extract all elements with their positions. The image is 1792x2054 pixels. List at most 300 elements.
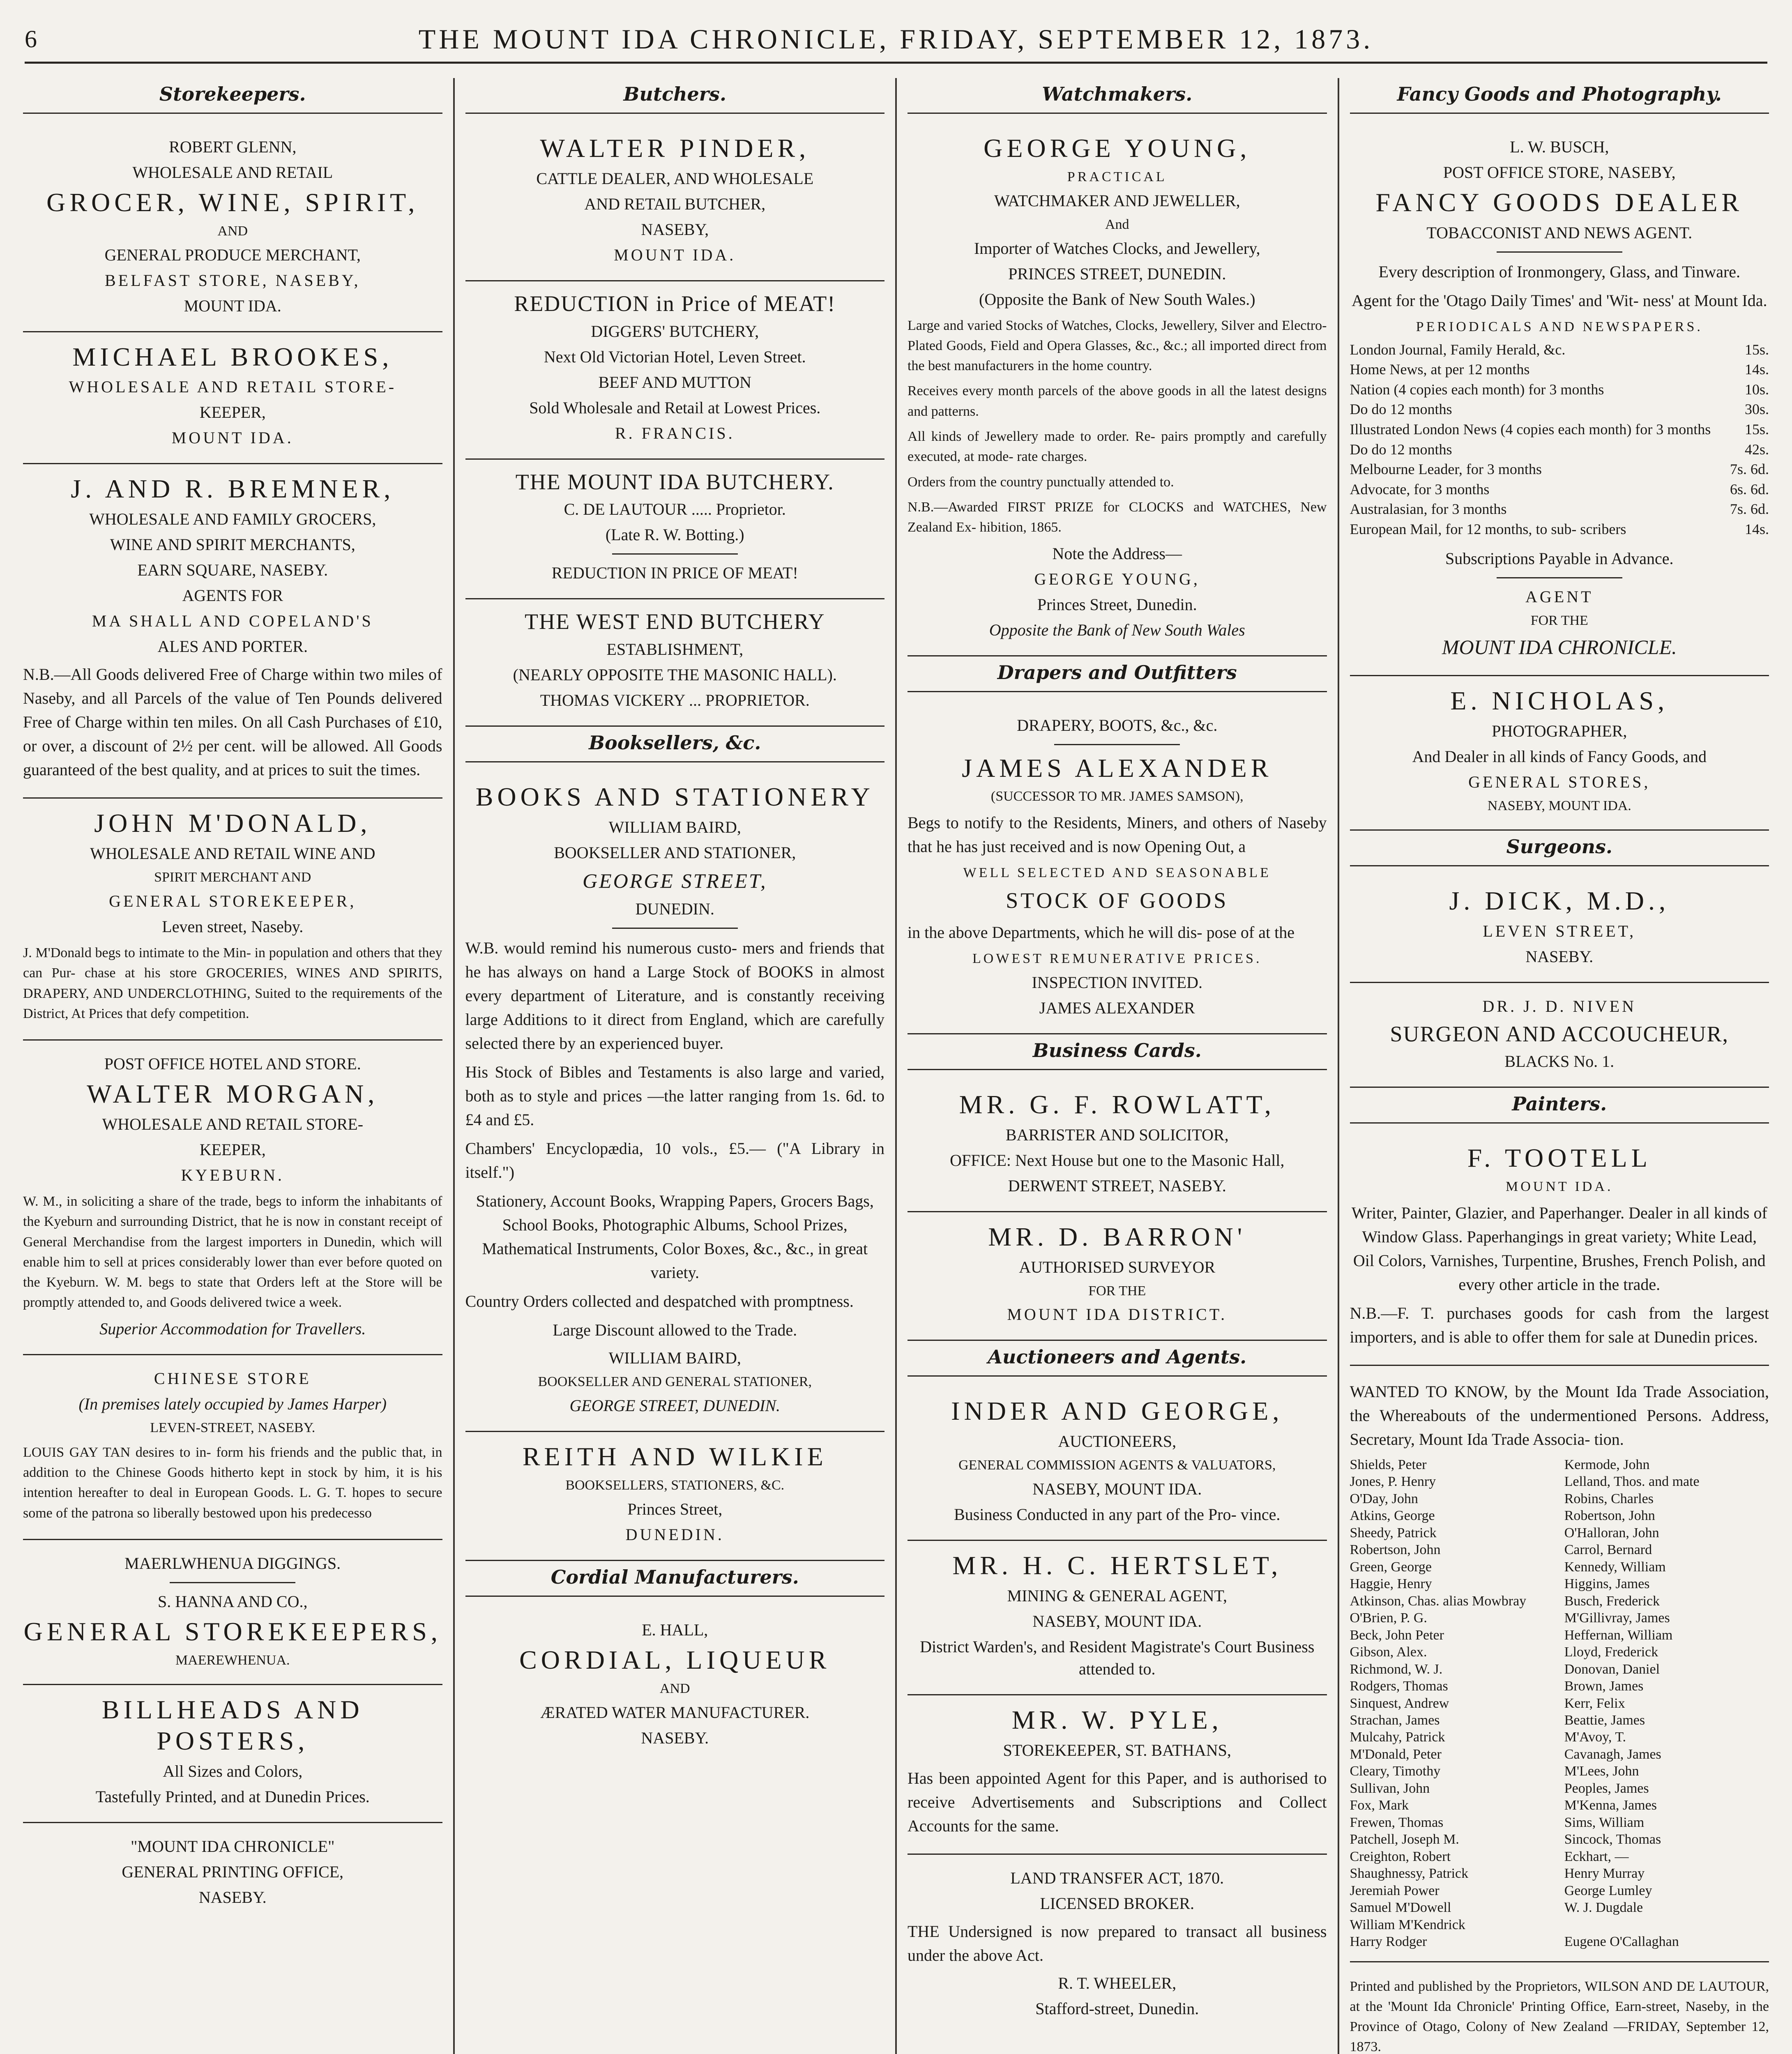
ad-body: Every description of Ironmongery, Glass, and Tinware. <box>1378 262 1741 281</box>
ad-pyle <box>908 1695 1327 1855</box>
price-item: Do do 12 months <box>1350 441 1452 458</box>
wanted-name: Patchell, Joseph M. <box>1350 1832 1459 1847</box>
ad-niven <box>1350 983 1769 1088</box>
ad-line: Business Conducted in any part of the Pro- vince. <box>954 1505 1281 1524</box>
wanted-name: Henry Murray <box>1564 1866 1645 1881</box>
ad-line: INSPECTION INVITED. <box>1032 973 1202 992</box>
wanted-name: Haggie, Henry <box>1350 1576 1432 1592</box>
ad-line: E. HALL, <box>642 1621 708 1640</box>
ad-headline: JAMES ALEXANDER <box>962 753 1273 783</box>
ad-line: ROBERT GLENN, <box>169 138 297 156</box>
wanted-name: Fox, Mark <box>1350 1798 1409 1813</box>
ad-line: MOUNT IDA. <box>184 296 281 315</box>
ad-line: Note the Address— <box>1052 544 1182 563</box>
ad-line: WHOLESALE AND RETAIL <box>132 163 333 182</box>
ad-line: MA SHALL AND COPELAND'S <box>92 612 373 631</box>
price-row <box>1350 380 1769 400</box>
ad-mount-ida-butchery <box>465 460 885 600</box>
wanted-name: Green, George <box>1350 1559 1432 1575</box>
ad-line: GEORGE YOUNG, <box>1034 569 1200 588</box>
ad-headline: CORDIAL, LIQUEUR <box>519 1645 831 1675</box>
page-number: 6 <box>25 25 37 53</box>
ad-line: WHOLESALE AND FAMILY GROCERS, <box>89 510 376 529</box>
price-list <box>1350 340 1769 539</box>
wanted-name: Robertson, John <box>1564 1508 1655 1524</box>
ad-body: LOUIS GAY TAN desires to in- form his friends and the public that, in addition to the Chinese Goods hitherto kept in stock by him, it is his intention hereafter to deal in European Goods. L. G. T. hopes to secure some of the patrona so liberally bestowed upon his predecesso <box>23 1444 442 1521</box>
divider <box>1054 744 1180 745</box>
price-value: 6s. 6d. <box>1730 481 1769 497</box>
section-heading: Watchmakers. <box>908 78 1327 114</box>
price-row <box>1350 479 1769 500</box>
ad-wheeler <box>908 1855 1327 2034</box>
ad-body: W.B. would remind his numerous custo- mers and friends that he has always on hand a Large Stock of BOOKS in almost every department of Literature, and is constantly receiving large Additions to it direct from England, which are carefully selected there by an experienced buyer. <box>465 939 884 1053</box>
ad-body: Large and varied Stocks of Watches, Clocks, Jewellery, Silver and Electro-Plated Goods, Field and Opera Glasses, &c., &c.; all imported direct from the best manufacturers in the home country. <box>908 318 1327 374</box>
ad-headline: J. AND R. BREMNER, <box>71 474 395 504</box>
ad-body: W. M., in soliciting a share of the trade, begs to inform the inhabitants of the Kyeburn and surrounding District, that he is now in constant receipt of General Merchandise from the largest importers in Dunedin, which will enable him to sell at prices considerably lower than ever before quoted on the Kyeburn. W. M. begs to state that Orders left at the Store will be promptly attended to, and Goods delivered twice a week. <box>23 1193 442 1310</box>
wanted-name: Peoples, James <box>1564 1780 1649 1796</box>
ad-line: R. FRANCIS. <box>615 424 735 442</box>
ad-line: BOOKSELLER AND STATIONER, <box>554 843 796 862</box>
ad-line: All Sizes and Colors, <box>163 1762 303 1781</box>
ad-body: Country Orders collected and despatched with promptness. <box>465 1292 854 1311</box>
wanted-name: Sinquest, Andrew <box>1350 1695 1449 1711</box>
wanted-name: Cavanagh, James <box>1564 1746 1661 1762</box>
ad-bremner <box>23 464 442 799</box>
section-heading: Butchers. <box>465 78 885 114</box>
ad-line: MAERLWHENUA DIGGINGS. <box>124 1554 341 1573</box>
ad-headline: GENERAL STOREKEEPERS, <box>23 1616 442 1646</box>
ad-line: ÆRATED WATER MANUFACTURER. <box>540 1703 810 1722</box>
ad-line: PERIODICALS AND NEWSPAPERS. <box>1416 319 1703 334</box>
ad-headline: WALTER PINDER, <box>540 134 810 163</box>
ad-line: GENERAL PRINTING OFFICE, <box>122 1863 344 1881</box>
price-row <box>1350 340 1769 360</box>
ad-line: BLACKS No. 1. <box>1504 1052 1615 1071</box>
price-item: Australasian, for 3 months <box>1350 501 1507 518</box>
wanted-name: O'Brien, P. G. <box>1350 1610 1427 1626</box>
ad-line: OFFICE: Next House but one to the Masonic Hall, <box>950 1151 1285 1170</box>
ad-glenn <box>23 124 442 332</box>
wanted-name: M'Avoy, T. <box>1564 1729 1626 1745</box>
wanted-name: William M'Kendrick <box>1350 1917 1465 1932</box>
wanted-name: Sims, William <box>1564 1815 1645 1830</box>
ad-line: Leven street, Naseby. <box>162 917 304 936</box>
column-1 <box>12 78 453 2054</box>
price-value: 15s. <box>1744 421 1769 438</box>
wanted-name <box>1564 1916 1769 1933</box>
ad-line: GENERAL STOREKEEPER, <box>109 891 357 910</box>
ad-body: Large Discount allowed to the Trade. <box>553 1321 797 1340</box>
ad-body: Orders from the country punctually attended to. <box>908 474 1174 490</box>
ad-billheads <box>23 1685 442 1824</box>
masthead <box>25 16 1767 64</box>
ad-line: MOUNT IDA CHRONICLE. <box>1442 635 1677 659</box>
price-value: 10s. <box>1744 381 1769 398</box>
ad-line: NASEBY, MOUNT IDA. <box>1032 1480 1202 1499</box>
wanted-name: George Lumley <box>1564 1883 1652 1898</box>
ad-line: NASEBY. <box>1525 947 1594 966</box>
wanted-name: Brown, James <box>1564 1679 1644 1694</box>
price-row <box>1350 440 1769 460</box>
wanted-name: Busch, Frederick <box>1564 1593 1660 1609</box>
price-value: 30s. <box>1744 401 1769 418</box>
price-row <box>1350 519 1769 539</box>
ad-inder-george <box>908 1386 1327 1541</box>
ad-line: MAEREWHENUA. <box>175 1652 290 1668</box>
columns <box>12 78 1780 2054</box>
ad-line: WHOLESALE AND RETAIL STORE- <box>69 378 397 396</box>
price-item: European Mail, for 12 months, to sub- scribers <box>1350 521 1626 538</box>
wanted-name: Kennedy, William <box>1564 1559 1666 1575</box>
wanted-name: Jeremiah Power <box>1350 1883 1440 1898</box>
ad-line: AND <box>217 223 248 239</box>
ad-line: WINE AND SPIRIT MERCHANTS, <box>110 535 355 554</box>
page-title: THE MOUNT IDA CHRONICLE, FRIDAY, SEPTEMBER 12, 1873. <box>418 23 1374 55</box>
ad-morgan <box>23 1041 442 1355</box>
ad-pinder <box>465 124 885 281</box>
ad-headline: INDER AND GEORGE, <box>951 1396 1283 1426</box>
column-4 <box>1338 78 1780 2054</box>
section-heading: Auctioneers and Agents. <box>908 1341 1327 1377</box>
ad-body: N.B.—F. T. purchases goods for cash from the largest importers, and is able to offer them for sale at Dunedin prices. <box>1350 1303 1769 1346</box>
ad-line: LEVEN-STREET, NASEBY. <box>150 1420 316 1435</box>
ad-printing-office <box>23 1823 442 1923</box>
ad-body: N.B.—Awarded FIRST PRIZE for CLOCKS and WATCHES, New Zealand Ex- hibition, 1865. <box>908 499 1327 535</box>
ad-diggers-butchery <box>465 281 885 460</box>
section-heading: Fancy Goods and Photography. <box>1350 78 1769 114</box>
ad-headline: J. DICK, M.D., <box>1449 886 1670 915</box>
ad-wanted-to-know <box>1350 1366 1769 1962</box>
divider <box>170 1582 295 1583</box>
ad-line: Princes Street, <box>627 1500 723 1519</box>
ad-line: LICENSED BROKER. <box>1040 1894 1195 1913</box>
wanted-name: Atkins, George <box>1350 1508 1435 1524</box>
ad-line: EARN SQUARE, NASEBY. <box>137 561 328 580</box>
ad-headline: THE WEST END BUTCHERY <box>524 609 825 634</box>
ad-line: JAMES ALEXANDER <box>1039 998 1195 1017</box>
ad-line: PRINCES STREET, DUNEDIN. <box>1008 264 1226 283</box>
ad-maerewhenua <box>23 1540 442 1685</box>
ad-body: Printed and published by the Proprietors, WILSON AND DE LAUTOUR, at the 'Mount Ida Chronicle' Printing Office, Earn-street, Naseby, in the Province of Otago, Colony of New Zealand —FRIDAY, September 12, 1873. <box>1350 1978 1769 2054</box>
ad-line: LEVEN STREET, <box>1483 921 1636 940</box>
ad-line: DUNEDIN. <box>635 900 714 919</box>
price-item: Nation (4 copies each month) for 3 months <box>1350 381 1604 398</box>
ad-line: BOOKSELLERS, STATIONERS, &C. <box>565 1478 785 1493</box>
section-heading: Surgeons. <box>1350 831 1769 866</box>
wanted-name: Lelland, Thos. and mate <box>1564 1474 1700 1490</box>
ad-line: NASEBY. <box>198 1888 267 1907</box>
ad-body: WANTED TO KNOW, by the Mount Ida Trade Association, the Whereabouts of the undermentioned Persons. Address, Secretary, Mount Ida Trade Associa- tion. <box>1350 1382 1769 1448</box>
ad-rowlatt <box>908 1080 1327 1212</box>
price-value: 7s. 6d. <box>1730 461 1769 478</box>
ad-headline: MICHAEL BROOKES, <box>72 342 393 371</box>
ad-headline: MR. W. PYLE, <box>1011 1705 1223 1734</box>
wanted-name: Cleary, Timothy <box>1350 1764 1441 1779</box>
wanted-name: Robertson, John <box>1350 1542 1441 1558</box>
ad-line: Subscriptions Payable in Advance. <box>1445 549 1674 568</box>
ad-line: SPIRIT MERCHANT AND <box>154 870 311 885</box>
imprint <box>1350 1962 1769 2054</box>
ad-body: in the above Departments, which he will dis- pose of at the <box>908 923 1294 942</box>
ad-busch <box>1350 124 1769 676</box>
ad-line: "MOUNT IDA CHRONICLE" <box>131 1837 335 1856</box>
ad-headline: E. NICHOLAS, <box>1450 686 1669 716</box>
price-row <box>1350 399 1769 419</box>
ad-line: POST OFFICE HOTEL AND STORE. <box>104 1055 361 1073</box>
wanted-name: W. J. Dugdale <box>1564 1900 1643 1916</box>
wanted-name: Heffernan, William <box>1564 1627 1673 1643</box>
ad-line: Importer of Watches Clocks, and Jewellery, <box>974 239 1260 258</box>
price-item: Advocate, for 3 months <box>1350 481 1490 497</box>
ad-line: AND RETAIL BUTCHER, <box>584 194 766 213</box>
wanted-name: Lloyd, Frederick <box>1564 1644 1658 1660</box>
ad-line: AGENT <box>1525 587 1594 606</box>
ad-west-end-butchery <box>465 599 885 727</box>
ad-line: MOUNT IDA. <box>171 428 294 447</box>
wanted-name: Shields, Peter <box>1350 1457 1427 1472</box>
ad-line: AUCTIONEERS, <box>1058 1432 1177 1451</box>
ad-headline: WALTER MORGAN, <box>87 1079 379 1109</box>
ad-line: TOBACCONIST AND NEWS AGENT. <box>1426 223 1693 242</box>
ad-hall <box>465 1607 885 1763</box>
ad-headline: GEORGE YOUNG, <box>984 134 1251 163</box>
divider <box>612 928 738 929</box>
ad-line: NASEBY, MOUNT IDA. <box>1487 798 1631 813</box>
ad-line: FOR THE <box>1530 613 1588 628</box>
ad-line: STOCK OF GOODS <box>1006 888 1229 913</box>
ad-line: (In premises lately occupied by James Harper) <box>78 1394 387 1413</box>
price-value: 7s. 6d. <box>1730 501 1769 518</box>
ad-alexander <box>908 702 1327 1034</box>
ad-dick <box>1350 876 1769 983</box>
divider <box>1497 577 1622 578</box>
price-row <box>1350 459 1769 479</box>
ad-line: PHOTOGRAPHER, <box>1492 721 1627 740</box>
ad-line: (SUCCESSOR TO MR. JAMES SAMSON), <box>990 789 1244 804</box>
ad-headline: FANCY GOODS DEALER <box>1375 188 1744 217</box>
wanted-name: Beck, John Peter <box>1350 1627 1444 1643</box>
ad-line: MINING & GENERAL AGENT, <box>1007 1586 1227 1605</box>
column-3 <box>895 78 1338 2054</box>
ad-headline: MR. D. BARRON' <box>988 1222 1246 1251</box>
ad-line: NASEBY, <box>641 220 709 239</box>
price-item: London Journal, Family Herald, &c. <box>1350 341 1566 358</box>
ad-line: WATCHMAKER AND JEWELLER, <box>994 191 1240 210</box>
ad-line: And Dealer in all kinds of Fancy Goods, and <box>1412 747 1707 766</box>
ad-body: THE Undersigned is now prepared to transact all business under the above Act. <box>908 1922 1327 1964</box>
section-heading: Painters. <box>1350 1088 1769 1124</box>
ad-body: Has been appointed Agent for this Paper, and is authorised to receive Advertisements and Subscriptions and Collect Accounts for the same. <box>908 1768 1327 1835</box>
ad-body: J. M'Donald begs to intimate to the Min- in population and others that they can Pur- chase at his store GROCERIES, WINES AND SPIRITS, DRAPERY, AND UNDERCLOTHING, Suited to the requirements of the District, At Prices that defy competition. <box>23 945 442 1021</box>
section-heading: Storekeepers. <box>23 78 442 114</box>
ad-line: Opposite the Bank of New South Wales <box>989 620 1245 639</box>
ad-baird <box>465 772 885 1432</box>
ad-line: ESTABLISHMENT, <box>606 640 744 659</box>
ad-line: GEORGE STREET, <box>583 869 767 892</box>
names-list <box>1350 1456 1769 1950</box>
ad-line: ALES AND PORTER. <box>157 637 308 656</box>
ad-line: LAND TRANSFER ACT, 1870. <box>1010 1868 1224 1887</box>
ad-line: REDUCTION IN PRICE OF MEAT! <box>551 564 798 583</box>
wanted-name: M'Gillivray, James <box>1564 1610 1670 1626</box>
ad-line: BOOKSELLER AND GENERAL STATIONER, <box>538 1374 812 1390</box>
ad-line: KEEPER, <box>199 1140 266 1159</box>
ad-tootell <box>1350 1133 1769 1366</box>
ad-line: WHOLESALE AND RETAIL STORE- <box>102 1115 364 1133</box>
ad-line: MOUNT IDA. <box>1506 1179 1613 1195</box>
ad-body: His Stock of Bibles and Testaments is also large and varied, both as to style and prices —the latter ranging from 1s. 6d. to £4 and £5. <box>465 1063 884 1129</box>
ad-line: L. W. BUSCH, <box>1510 138 1609 156</box>
ad-line: DRAPERY, BOOTS, &c., &c. <box>1017 716 1218 735</box>
ad-line: WELL SELECTED AND SEASONABLE <box>963 865 1271 881</box>
ad-line: KEEPER, <box>199 403 266 422</box>
ad-body: Writer, Painter, Glazier, and Paperhanger. Dealer in all kinds of Window Glass. Paperhangings in great variety; White Lead, Oil Colors, Varnishes, Turpentine, Brushes, French Polish, and every other article in the trade. <box>1351 1203 1767 1294</box>
ad-line: CHINESE STORE <box>154 1369 311 1388</box>
ad-line: WILLIAM BAIRD, <box>608 817 741 836</box>
column-2 <box>453 78 896 2054</box>
ad-line: (Opposite the Bank of New South Wales.) <box>979 290 1255 309</box>
wanted-name: M'Lees, John <box>1564 1764 1639 1779</box>
ad-line: Sold Wholesale and Retail at Lowest Prices. <box>529 398 821 417</box>
wanted-name: O'Day, John <box>1350 1491 1418 1506</box>
ad-body: Begs to notify to the Residents, Miners, and others of Naseby that he has just received and is now Opening Out, a <box>908 813 1327 856</box>
ad-body: N.B.—All Goods delivered Free of Charge within two miles of Naseby, and all Parcels of the value of Ten Pounds delivered Free of Charge within ten miles. On all Cash Purchases of £10, or over, a discount of 2½ per cent. will be allowed. All Goods guaranteed of the best quality, and at prices to suit the times. <box>23 665 442 779</box>
ad-reith-wilkie <box>465 1432 885 1561</box>
wanted-name: Carrol, Bernard <box>1564 1542 1652 1558</box>
ad-line: AUTHORISED SURVEYOR <box>1019 1257 1216 1276</box>
price-value: 42s. <box>1744 441 1769 458</box>
ad-line: And <box>1105 216 1129 232</box>
price-value: 14s. <box>1744 521 1769 538</box>
wanted-name: Robins, Charles <box>1564 1491 1654 1506</box>
price-item: Melbourne Leader, for 3 months <box>1350 461 1542 478</box>
ad-nicholas <box>1350 676 1769 831</box>
wanted-name: M'Donald, Peter <box>1350 1746 1442 1762</box>
ad-headline: BOOKS AND STATIONERY <box>475 782 874 812</box>
wanted-name: Rodgers, Thomas <box>1350 1679 1448 1694</box>
ad-headline: REITH AND WILKIE <box>522 1442 827 1471</box>
ad-barron <box>908 1212 1327 1341</box>
ad-line: FOR THE <box>1088 1283 1146 1299</box>
price-item: Do do 12 months <box>1350 401 1452 418</box>
ad-body: All kinds of Jewellery made to order. Re- pairs promptly and carefully executed, at mode- rate charges. <box>908 429 1327 465</box>
ad-brookes <box>23 332 442 465</box>
ad-hertslet <box>908 1541 1327 1695</box>
ad-line: Tastefully Printed, and at Dunedin Prices. <box>95 1787 370 1806</box>
ad-line: AND <box>659 1681 690 1696</box>
ad-line: DUNEDIN. <box>625 1525 724 1544</box>
wanted-name: Harry Rodger <box>1350 1934 1427 1950</box>
price-row <box>1350 419 1769 440</box>
ad-young <box>908 124 1327 656</box>
divider <box>1497 251 1622 253</box>
ad-line: NASEBY, MOUNT IDA. <box>1032 1612 1202 1630</box>
ad-line: CATTLE DEALER, AND WHOLESALE <box>536 169 814 188</box>
ad-line: Next Old Victorian Hotel, Leven Street. <box>544 347 806 366</box>
ad-headline: JOHN M'DONALD, <box>94 808 371 838</box>
ad-headline: BILLHEADS AND POSTERS, <box>101 1695 364 1756</box>
ad-line: PRACTICAL <box>1067 169 1167 184</box>
wanted-name: Beattie, James <box>1564 1713 1645 1728</box>
ad-line: BARRISTER AND SOLICITOR, <box>1005 1125 1229 1144</box>
ad-line: District Warden's, and Resident Magistrate's Court Business attended to. <box>920 1637 1315 1678</box>
divider <box>612 553 738 555</box>
wanted-name: Richmond, W. J. <box>1350 1661 1443 1677</box>
wanted-name: Mulcahy, Patrick <box>1350 1729 1445 1745</box>
ad-body: Receives every month parcels of the above goods in all the latest designs and patterns. <box>908 383 1327 419</box>
ad-line: S. HANNA AND CO., <box>158 1592 308 1611</box>
wanted-name: Sullivan, John <box>1350 1780 1430 1796</box>
ad-line: C. DE LAUTOUR ..... Proprietor. <box>564 500 786 519</box>
ad-line: STOREKEEPER, ST. BATHANS, <box>1003 1741 1231 1759</box>
ad-headline: REDUCTION in Price of MEAT! <box>514 291 836 316</box>
ad-line: BEEF AND MUTTON <box>598 373 752 391</box>
ad-line: Stafford-street, Dunedin. <box>1035 1999 1199 2018</box>
ad-line: NASEBY. <box>641 1728 709 1747</box>
ad-headline: GROCER, WINE, SPIRIT, <box>46 188 419 217</box>
wanted-name: Samuel M'Dowell <box>1350 1900 1451 1916</box>
ad-line: GEORGE STREET, DUNEDIN. <box>569 1396 781 1415</box>
ad-mcdonald <box>23 799 442 1041</box>
ad-line: POST OFFICE STORE, NASEBY, <box>1443 163 1676 182</box>
wanted-name: Frewen, Thomas <box>1350 1815 1444 1830</box>
ad-line: R. T. WHEELER, <box>1058 1973 1177 1992</box>
ad-line: DR. J. D. NIVEN <box>1482 997 1636 1015</box>
wanted-name: Kerr, Felix <box>1564 1695 1625 1711</box>
section-heading: Cordial Manufacturers. <box>465 1561 885 1597</box>
ad-line: GENERAL PRODUCE MERCHANT, <box>104 245 361 264</box>
wanted-name: Strachan, James <box>1350 1713 1440 1728</box>
wanted-name: O'Halloran, John <box>1564 1525 1659 1540</box>
ad-line: Princes Street, Dunedin. <box>1037 595 1197 614</box>
ad-body: Chambers' Encyclopædia, 10 vols., £5.— ("A Library in itself.") <box>465 1139 884 1182</box>
section-heading: Drapers and Outfitters <box>908 656 1327 692</box>
ad-line: (Late R. W. Botting.) <box>605 525 744 544</box>
ad-line: GENERAL COMMISSION AGENTS & VALUATORS, <box>958 1458 1276 1473</box>
ad-line: DERWENT STREET, NASEBY. <box>1008 1176 1226 1195</box>
ad-line: DIGGERS' BUTCHERY, <box>591 322 759 341</box>
wanted-name: Atkinson, Chas. alias Mowbray <box>1350 1593 1527 1609</box>
ad-line: WHOLESALE AND RETAIL WINE AND <box>90 844 375 863</box>
wanted-name: M'Kenna, James <box>1564 1798 1657 1813</box>
ad-headline: MR. G. F. ROWLATT, <box>959 1089 1275 1119</box>
ad-headline: SURGEON AND ACCOUCHEUR, <box>1390 1021 1729 1046</box>
ad-line: WILLIAM BAIRD, <box>608 1349 741 1368</box>
wanted-name: Higgins, James <box>1564 1576 1650 1592</box>
ad-line: MOUNT IDA DISTRICT. <box>1007 1305 1228 1324</box>
ad-headline: F. TOOTELL <box>1467 1143 1651 1173</box>
ad-line: Superior Accommodation for Travellers. <box>99 1319 366 1338</box>
ad-line: BELFAST STORE, NASEBY, <box>105 271 361 290</box>
ad-line: LOWEST REMUNERATIVE PRICES. <box>972 951 1262 967</box>
wanted-name: Eugene O'Callaghan <box>1564 1934 1679 1950</box>
wanted-name: Shaughnessy, Patrick <box>1350 1866 1469 1881</box>
wanted-name: Gibson, Alex. <box>1350 1644 1427 1660</box>
wanted-name: Eckhart, — <box>1564 1849 1629 1864</box>
ad-headline: MR. H. C. HERTSLET, <box>952 1551 1282 1580</box>
ad-line: KYEBURN. <box>181 1165 284 1184</box>
ad-line: (NEARLY OPPOSITE THE MASONIC HALL). <box>513 665 837 684</box>
price-row <box>1350 499 1769 519</box>
ad-body: Agent for the 'Otago Daily Times' and 'Wit- ness' at Mount Ida. <box>1351 291 1767 310</box>
ad-line: AGENTS FOR <box>182 586 283 605</box>
ad-line: THOMAS VICKERY ... PROPRIETOR. <box>540 691 810 710</box>
section-heading: Booksellers, &c. <box>465 727 885 762</box>
ad-headline: THE MOUNT IDA BUTCHERY. <box>515 469 834 494</box>
price-value: 14s. <box>1744 361 1769 378</box>
wanted-name: Sincock, Thomas <box>1564 1832 1661 1847</box>
ad-chinese-store <box>23 1355 442 1540</box>
